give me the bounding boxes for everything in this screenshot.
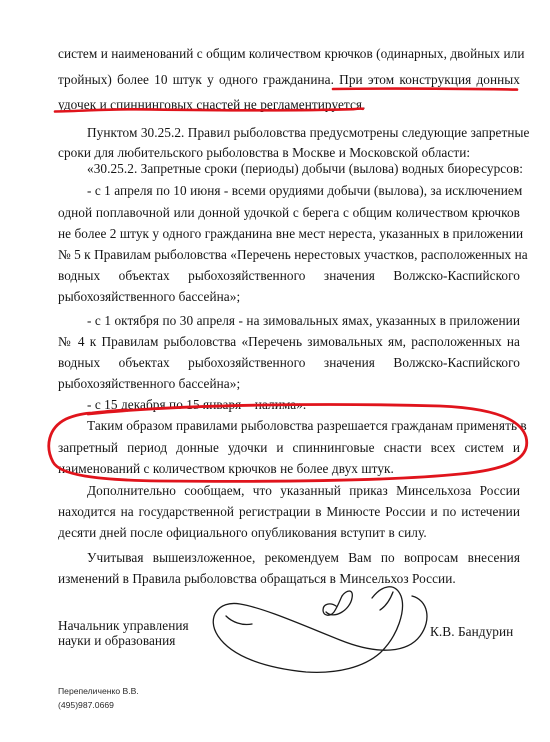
quote-heading: «30.25.2. Запретные сроки (периоды) добычи (вылова) водных биоресурсов:	[87, 161, 524, 176]
conclusion-line-2: запретный период донные удочки и спиннинговые снасти всех систем и	[58, 440, 520, 455]
signatory-name: К.В. Бандурин	[430, 624, 514, 639]
item2-line-3: водных объектах рыбохозяйственного значения Волжско-Каспийского	[58, 355, 520, 370]
item2-line-2: № 4 к Правилам рыболовства «Перечень зимовальных ям, расположенных на	[58, 334, 520, 349]
intro-line-2: тройных) более 10 штук у одного гражданина. При этом конструкция донных	[58, 72, 520, 87]
addinfo-line-3: десяти дней после официального опубликования вступит в силу.	[58, 525, 427, 540]
conclusion-line-1: Таким образом правилами рыболовства разрешается гражданам применять в	[87, 418, 527, 433]
item2-line-1: - с 1 октября по 30 апреля - на зимовальных ямах, указанных в приложении	[87, 313, 520, 328]
item1-line-6: рыбохозяйственного бассейна»;	[58, 289, 241, 304]
clause-line-2: сроки для любительского рыболовства в Москве и Московской области:	[58, 145, 471, 160]
intro-line-1: систем и наименований с общим количеством крючков (одинарных, двойных или	[58, 46, 525, 61]
item1-line-2: одной поплавочной или донной удочкой с берега с общим количеством крючков	[58, 205, 520, 220]
recommend-line-1: Учитывая вышеизложенное, рекомендуем Вам по вопросам внесения	[87, 550, 520, 565]
executor-phone: (495)987.0669	[58, 700, 114, 710]
item1-line-5: водных объектах рыбохозяйственного значения Волжско-Каспийского	[58, 268, 520, 283]
item1-line-3: не более 2 штук у одного гражданина вне мест нереста, указанных в приложении	[58, 226, 524, 241]
intro-line-3: удочек и спиннинговых снастей не регламентируется.	[58, 97, 366, 112]
signer-position-line-1: Начальник управления	[58, 618, 189, 633]
clause-line-1: Пунктом 30.25.2. Правил рыболовства предусмотрены следующие запретные	[87, 125, 530, 140]
item1-line-1: - с 1 апреля по 10 июня - всеми орудиями добычи (вылова), за исключением	[87, 183, 523, 198]
item3-line-1: - с 15 декабря по 15 января – налима».	[87, 397, 307, 412]
recommend-line-2: изменений в Правила рыболовства обращаться в Минсельхоз России.	[58, 571, 456, 586]
addinfo-line-1: Дополнительно сообщаем, что указанный приказ Минсельхоза России	[87, 483, 520, 498]
item2-line-4: рыбохозяйственного бассейна»;	[58, 376, 241, 391]
signer-position-line-2: науки и образования	[58, 633, 176, 648]
executor-name: Перепеличенко В.В.	[58, 686, 139, 696]
addinfo-line-2: находится на государственной регистрации в Минюсте России и по истечении	[58, 504, 520, 519]
item1-line-4: № 5 к Правилам рыболовства «Перечень нерестовых участков, расположенных на	[58, 247, 528, 262]
conclusion-line-3: наименований с количеством крючков не более двух штук.	[58, 461, 394, 476]
handwritten-signature	[213, 587, 427, 673]
